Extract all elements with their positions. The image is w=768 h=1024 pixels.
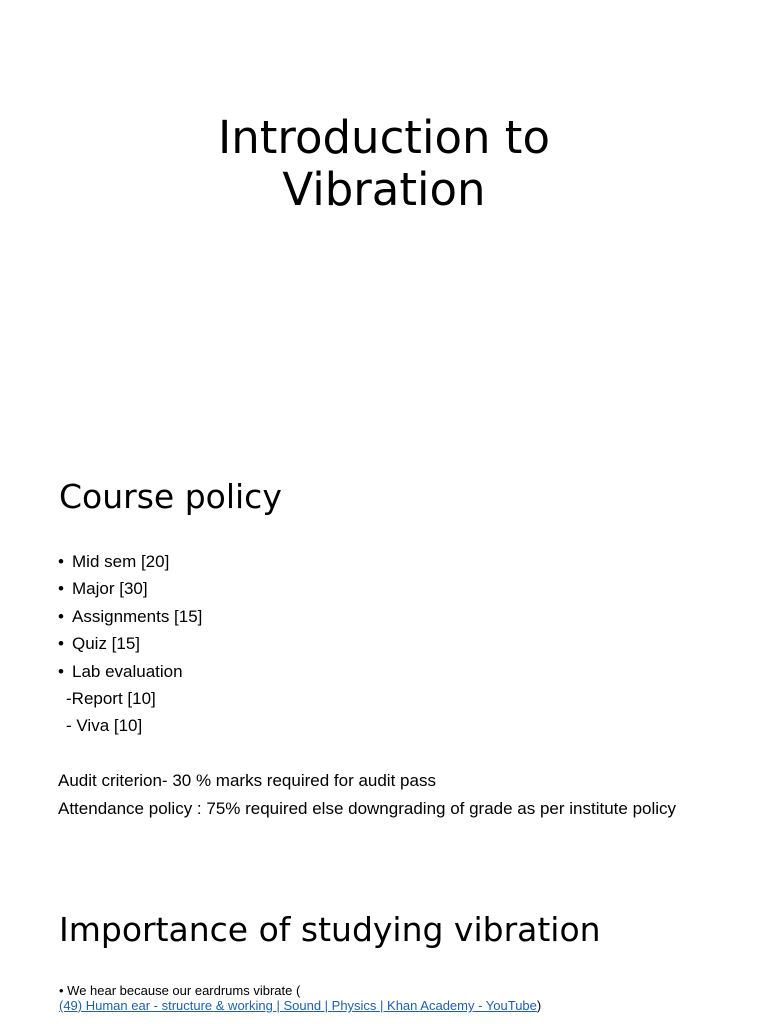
list-item: • Mid sem [20] xyxy=(58,552,170,571)
title-line-1: Introduction to xyxy=(218,111,550,164)
title-line-2: Vibration xyxy=(282,163,486,216)
list-item: • Major [30] xyxy=(58,579,148,599)
list-item: • Quiz [15] xyxy=(58,634,141,654)
list-item: • Lab evaluation xyxy=(58,661,183,681)
attendance-policy: Attendance policy : 75% required else downgrading of grade as per institute policy xyxy=(58,799,677,818)
sub-item-viva: - Viva [10] xyxy=(66,716,143,736)
importance-heading: Importance of studying vibration xyxy=(59,910,601,949)
sub-item-report: -Report [10] xyxy=(66,688,156,708)
link-close-paren: ) xyxy=(536,998,542,1013)
course-policy-heading: Course policy xyxy=(59,477,282,516)
eardrum-bullet: • We hear because our eardrums vibrate ( xyxy=(59,983,301,998)
youtube-link[interactable]: (49) Human ear - structure & working | Sound | Physics | Khan Academy - YouTube xyxy=(59,998,537,1013)
policy-list xyxy=(58,548,202,740)
list-item: • Assignments [15] xyxy=(58,606,203,626)
slide-title xyxy=(0,112,768,216)
audit-criterion: Audit criterion- 30 % marks required for audit pass xyxy=(58,771,436,790)
